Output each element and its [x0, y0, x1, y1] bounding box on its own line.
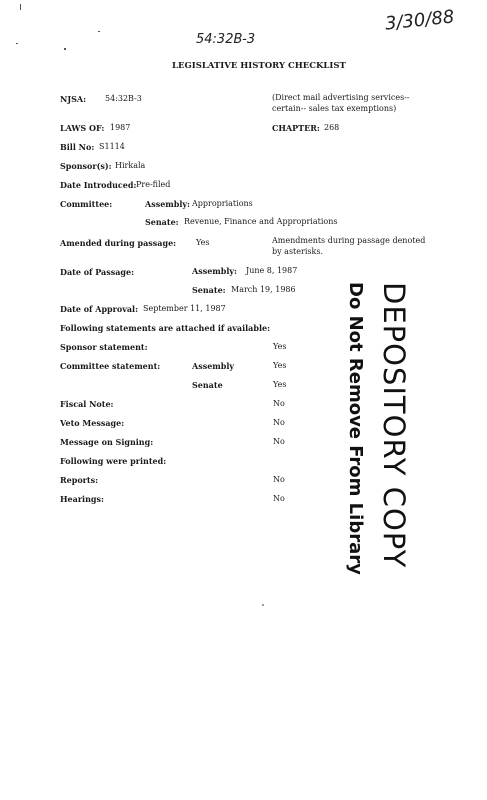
depository-stamp-line1: DEPOSITORY COPY [377, 282, 411, 569]
date-of-passage-label: Date of Passage: [60, 267, 135, 277]
sponsor-statement-label: Sponsor statement: [60, 342, 148, 352]
passage-senate-value: March 19, 1986 [231, 285, 296, 294]
amended-note-line1: Amendments during passage denoted [272, 236, 426, 245]
sponsor-value: Hirkala [115, 161, 146, 170]
handwritten-code: 54:32B-3 [196, 32, 256, 47]
amended-note-line2: by asterisks. [272, 247, 323, 256]
sponsor-label: Sponsor(s): [60, 161, 112, 171]
passage-assembly-label: Assembly: [192, 266, 238, 276]
committee-statement-senate-value: Yes [273, 380, 287, 389]
laws-of-value: 1987 [110, 123, 131, 132]
chapter-value: 268 [324, 123, 340, 132]
committee-statement-senate-label: Senate [192, 380, 223, 390]
hearings-label: Hearings: [60, 494, 104, 504]
bill-no-value: S1114 [99, 142, 125, 151]
passage-senate-label: Senate: [192, 285, 226, 295]
handwritten-date: 3/30/88 [384, 6, 456, 35]
scan-mark [98, 31, 100, 32]
message-on-signing-label: Message on Signing: [60, 437, 154, 447]
veto-message-label: Veto Message: [60, 418, 125, 428]
veto-message-value: No [273, 418, 285, 427]
message-on-signing-value: No [273, 437, 285, 446]
fiscal-note-label: Fiscal Note: [60, 399, 114, 409]
date-introduced-value: Pre-filed [136, 180, 171, 189]
date-of-approval-value: September 11, 1987 [143, 304, 226, 313]
depository-stamp-line2: Do Not Remove From Library [345, 282, 366, 575]
scan-mark [262, 604, 264, 606]
page-title: LEGISLATIVE HISTORY CHECKLIST [172, 61, 346, 71]
bill-no-label: Bill No: [60, 142, 95, 152]
chapter-label: CHAPTER: [272, 123, 320, 133]
njsa-description: (Direct mail advertising services-- certain-- sales tax exemptions) [272, 93, 410, 113]
date-introduced-label: Date Introduced: [60, 180, 137, 190]
njsa-value: 54:32B-3 [105, 94, 142, 103]
committee-assembly-value: Appropriations [192, 199, 253, 208]
committee-statement-assembly-label: Assembly [192, 361, 235, 371]
passage-assembly-value: June 8, 1987 [246, 266, 298, 275]
njsa-label: NJSA: [60, 94, 87, 104]
committee-statement-label: Committee statement: [60, 361, 161, 371]
committee-senate-label: Senate: [145, 217, 179, 227]
scan-mark [64, 48, 66, 50]
attached-statements-header: Following statements are attached if available: [60, 323, 271, 333]
committee-statement-assembly-value: Yes [273, 361, 287, 370]
committee-label: Committee: [60, 199, 113, 209]
scan-mark [16, 43, 18, 44]
amended-value: Yes [196, 238, 210, 247]
committee-assembly-label: Assembly: [145, 199, 191, 209]
scan-mark [20, 4, 21, 10]
committee-senate-value: Revenue, Finance and Appropriations [184, 217, 338, 226]
sponsor-statement-value: Yes [273, 342, 287, 351]
reports-label: Reports: [60, 475, 99, 485]
reports-value: No [273, 475, 285, 484]
hearings-value: No [273, 494, 285, 503]
fiscal-note-value: No [273, 399, 285, 408]
printed-header: Following were printed: [60, 456, 167, 466]
date-of-approval-label: Date of Approval: [60, 304, 139, 314]
laws-of-label: LAWS OF: [60, 123, 105, 133]
amended-label: Amended during passage: [60, 238, 177, 248]
